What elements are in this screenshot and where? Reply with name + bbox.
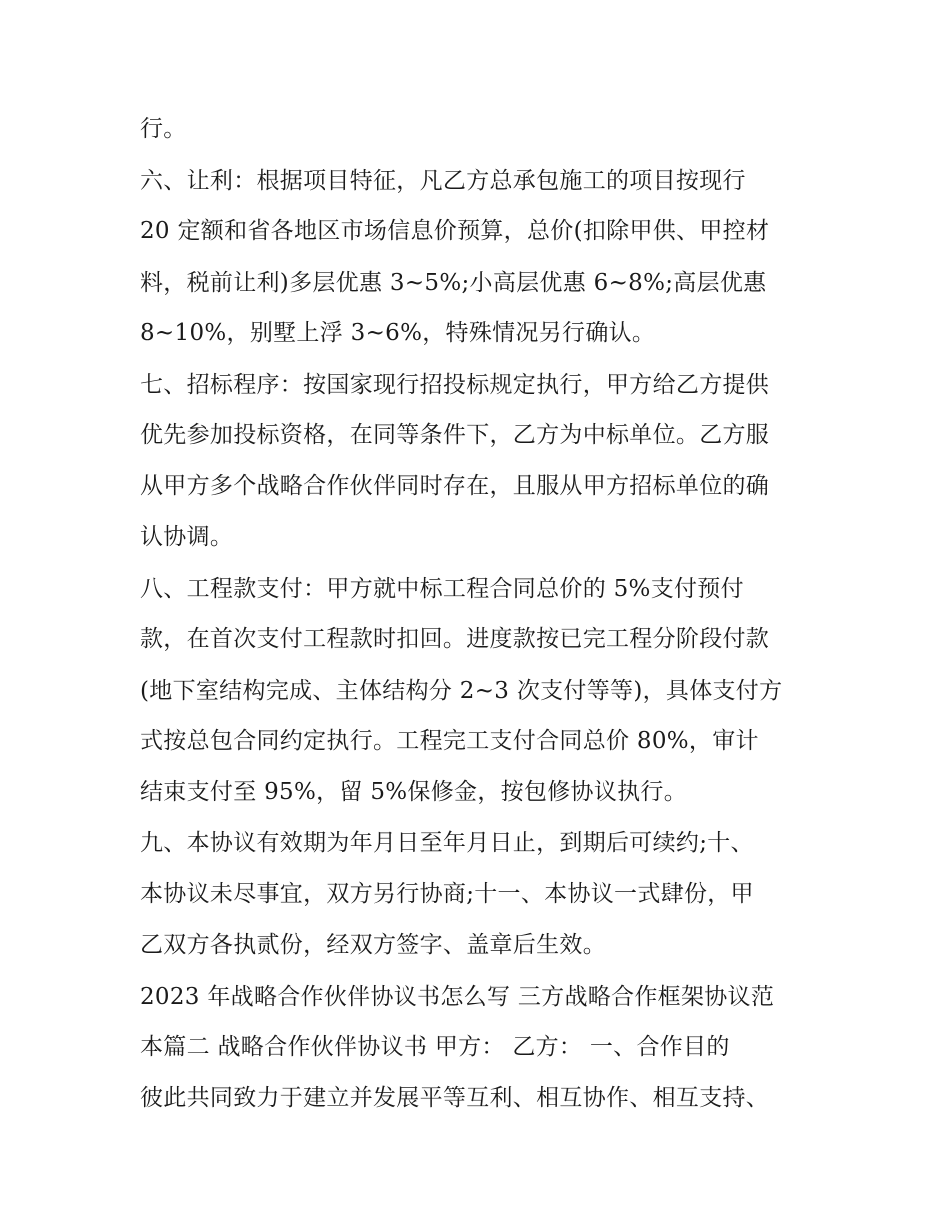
text-line-13: 式按总包合同约定执行。工程完工支付合同总价 80%，审计 (140, 728, 759, 754)
text-line-15: 九、本协议有效期为年月日至年月日止，到期后可续约;十、 (140, 830, 754, 856)
text-line-2: 六、让利：根据项目特征，凡乙方总承包施工的项目按现行 (140, 168, 746, 194)
text-line-9: 认协调。 (140, 524, 234, 550)
text-line-4: 料，税前让利)多层优惠 3~5%;小高层优惠 6~8%;高层优惠 (140, 270, 767, 296)
text-line-14: 结束支付至 95%，留 5%保修金，按包修协议执行。 (140, 779, 688, 805)
text-line-10: 八、工程款支付：甲方就中标工程合同总价的 5%支付预付 (140, 576, 744, 602)
text-line-6: 七、招标程序：按国家现行招投标规定执行，甲方给乙方提供 (140, 372, 770, 398)
text-line-16: 本协议未尽事宜，双方另行协商;十一、本协议一式肆份，甲 (140, 881, 754, 907)
text-line-17: 乙双方各执贰份，经双方签字、盖章后生效。 (140, 932, 606, 958)
text-line-11: 款，在首次支付工程款时扣回。进度款按已完工程分阶段付款 (140, 626, 770, 652)
text-line-8: 从甲方多个战略合作伙伴同时存在，且服从甲方招标单位的确 (140, 473, 770, 499)
text-line-3: 20 定额和省各地区市场信息价预算，总价(扣除甲供、甲控材 (140, 218, 770, 244)
text-line-20: 彼此共同致力于建立并发展平等互利、相互协作、相互支持、 (140, 1085, 770, 1111)
text-line-7: 优先参加投标资格，在同等条件下，乙方为中标单位。乙方服 (140, 422, 770, 448)
text-line-12: (地下室结构完成、主体结构分 2~3 次支付等等)，具体支付方 (140, 678, 783, 704)
text-line-19: 本篇二 战略合作伙伴协议书 甲方： 乙方： 一、合作目的 (140, 1034, 730, 1060)
text-line-18: 2023 年战略合作伙伴协议书怎么写 三方战略合作框架协议范 (140, 984, 775, 1010)
text-line-1: 行。 (140, 116, 187, 142)
text-line-5: 8~10%，别墅上浮 3~6%，特殊情况另行确认。 (140, 320, 656, 346)
